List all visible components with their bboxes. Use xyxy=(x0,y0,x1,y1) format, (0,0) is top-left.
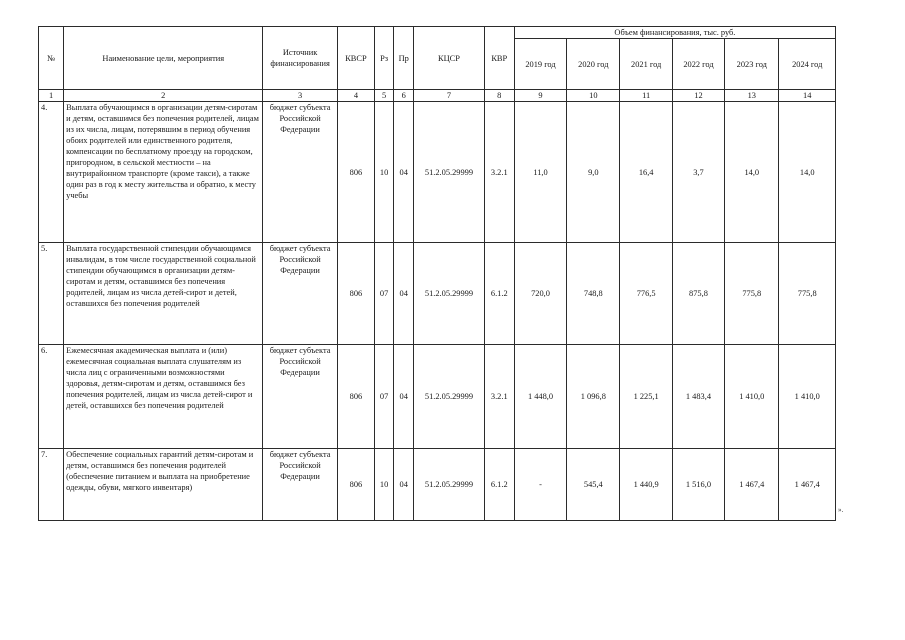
kcsr-cell: 51.2.05.29999 xyxy=(414,243,484,345)
value-2020: 545,4 xyxy=(567,449,620,521)
value-2022: 1 516,0 xyxy=(672,449,724,521)
funding-source: бюджет субъекта Российской Федерации xyxy=(263,102,337,243)
col-kvsr-header: КВСР xyxy=(337,27,374,90)
table-row xyxy=(39,449,836,521)
column-number: 1 xyxy=(39,90,64,102)
measure-name: Обеспечение социальных гарантий детям-сиротам и детям, оставшимся без попечения родителей (обеспечение питанием и выплата на приобретение одежды, обуви, мягкого инвентаря) xyxy=(64,449,263,521)
table-row xyxy=(39,102,836,243)
column-number: 13 xyxy=(725,90,779,102)
rz-cell: 10 xyxy=(375,102,394,243)
rz-cell: 07 xyxy=(375,243,394,345)
value-2024: 1 467,4 xyxy=(779,449,836,521)
value-2020: 1 096,8 xyxy=(567,345,620,449)
pr-cell: 04 xyxy=(394,449,414,521)
column-number: 7 xyxy=(414,90,484,102)
col-financing-header: Объем финансирования, тыс. руб. xyxy=(514,27,835,39)
kcsr-cell: 51.2.05.29999 xyxy=(414,102,484,243)
pr-cell: 04 xyxy=(394,345,414,449)
pr-cell: 04 xyxy=(394,102,414,243)
table-row xyxy=(39,345,836,449)
value-2020: 9,0 xyxy=(567,102,620,243)
column-number: 9 xyxy=(514,90,566,102)
value-2023: 1 410,0 xyxy=(725,345,779,449)
kcsr-cell: 51.2.05.29999 xyxy=(414,345,484,449)
funding-source: бюджет субъекта Российской Федерации xyxy=(263,243,337,345)
value-2019: 720,0 xyxy=(514,243,566,345)
table-header xyxy=(39,27,836,102)
row-number: 7. xyxy=(39,449,64,521)
kvsr-cell: 806 xyxy=(337,449,374,521)
rz-cell: 07 xyxy=(375,345,394,449)
rz-cell: 10 xyxy=(375,449,394,521)
pr-cell: 04 xyxy=(394,243,414,345)
row-number: 4. xyxy=(39,102,64,243)
col-source-header: Источник финансирования xyxy=(263,27,337,90)
kvr-cell: 3.2.1 xyxy=(484,102,514,243)
col-rz-header: Рз xyxy=(375,27,394,90)
col-kvr-header: КВР xyxy=(484,27,514,90)
kvr-cell: 6.1.2 xyxy=(484,449,514,521)
col-pr-header: Пр xyxy=(394,27,414,90)
measure-name: Ежемесячная академическая выплата и (или) ежемесячная социальная выплата слушателям из числа лиц с ограниченными возможностями здоровья, детям-сиротам и детям, оставшимся без попечения родителей, лицам из числа детей-сирот и детей, оставшихся без попечения родителей xyxy=(64,345,263,449)
funding-source: бюджет субъекта Российской Федерации xyxy=(263,449,337,521)
value-2022: 875,8 xyxy=(672,243,724,345)
year-header: 2024 год xyxy=(779,39,836,90)
table-body xyxy=(39,102,836,521)
value-2021: 16,4 xyxy=(620,102,672,243)
col-num-header: № xyxy=(39,27,64,90)
table-row xyxy=(39,243,836,345)
col-name-header: Наименование цели, мероприятия xyxy=(64,27,263,90)
value-2021: 776,5 xyxy=(620,243,672,345)
value-2024: 775,8 xyxy=(779,243,836,345)
financing-table xyxy=(38,26,836,521)
kvr-cell: 6.1.2 xyxy=(484,243,514,345)
column-number: 4 xyxy=(337,90,374,102)
kcsr-cell: 51.2.05.29999 xyxy=(414,449,484,521)
measure-name: Выплата государственной стипендии обучающимся инвалидам, в том числе государственной социальной стипендии обучающимся в организации детям-сиротам и детям, оставшимся без попечения родителей, лицам из числа детей-сирот и детей, оставшихся без попечения родителей xyxy=(64,243,263,345)
value-2024: 1 410,0 xyxy=(779,345,836,449)
value-2019: 1 448,0 xyxy=(514,345,566,449)
column-number: 8 xyxy=(484,90,514,102)
column-number-row xyxy=(39,90,836,102)
column-number: 12 xyxy=(672,90,724,102)
row-number: 5. xyxy=(39,243,64,345)
column-number: 14 xyxy=(779,90,836,102)
kvsr-cell: 806 xyxy=(337,102,374,243)
value-2023: 1 467,4 xyxy=(725,449,779,521)
value-2022: 3,7 xyxy=(672,102,724,243)
value-2021: 1 440,9 xyxy=(620,449,672,521)
year-header: 2020 год xyxy=(567,39,620,90)
year-header: 2021 год xyxy=(620,39,672,90)
value-2024: 14,0 xyxy=(779,102,836,243)
column-number: 10 xyxy=(567,90,620,102)
value-2019: 11,0 xyxy=(514,102,566,243)
column-number: 11 xyxy=(620,90,672,102)
row-number: 6. xyxy=(39,345,64,449)
closing-quote-mark: ». xyxy=(838,506,844,514)
value-2022: 1 483,4 xyxy=(672,345,724,449)
column-number: 2 xyxy=(64,90,263,102)
value-2023: 14,0 xyxy=(725,102,779,243)
column-number: 5 xyxy=(375,90,394,102)
year-header: 2023 год xyxy=(725,39,779,90)
value-2021: 1 225,1 xyxy=(620,345,672,449)
column-number: 6 xyxy=(394,90,414,102)
value-2019: - xyxy=(514,449,566,521)
value-2020: 748,8 xyxy=(567,243,620,345)
value-2023: 775,8 xyxy=(725,243,779,345)
year-header: 2022 год xyxy=(672,39,724,90)
kvsr-cell: 806 xyxy=(337,345,374,449)
year-header: 2019 год xyxy=(514,39,566,90)
column-number: 3 xyxy=(263,90,337,102)
col-kcsr-header: КЦСР xyxy=(414,27,484,90)
kvsr-cell: 806 xyxy=(337,243,374,345)
funding-source: бюджет субъекта Российской Федерации xyxy=(263,345,337,449)
kvr-cell: 3.2.1 xyxy=(484,345,514,449)
measure-name: Выплата обучающимся в организации детям-сиротам и детям, оставшимся без попечения родителей, лицам из их числа, лицам, потерявшим в период обучения обоих родителей или единственного родителя, компенсации по бесплатному проезду на городском, пригородном, в сельской местности – на внутрирайонном транспорте (кроме такси), а также один раз в год к месту жительства и обратно, к месту учебы xyxy=(64,102,263,243)
